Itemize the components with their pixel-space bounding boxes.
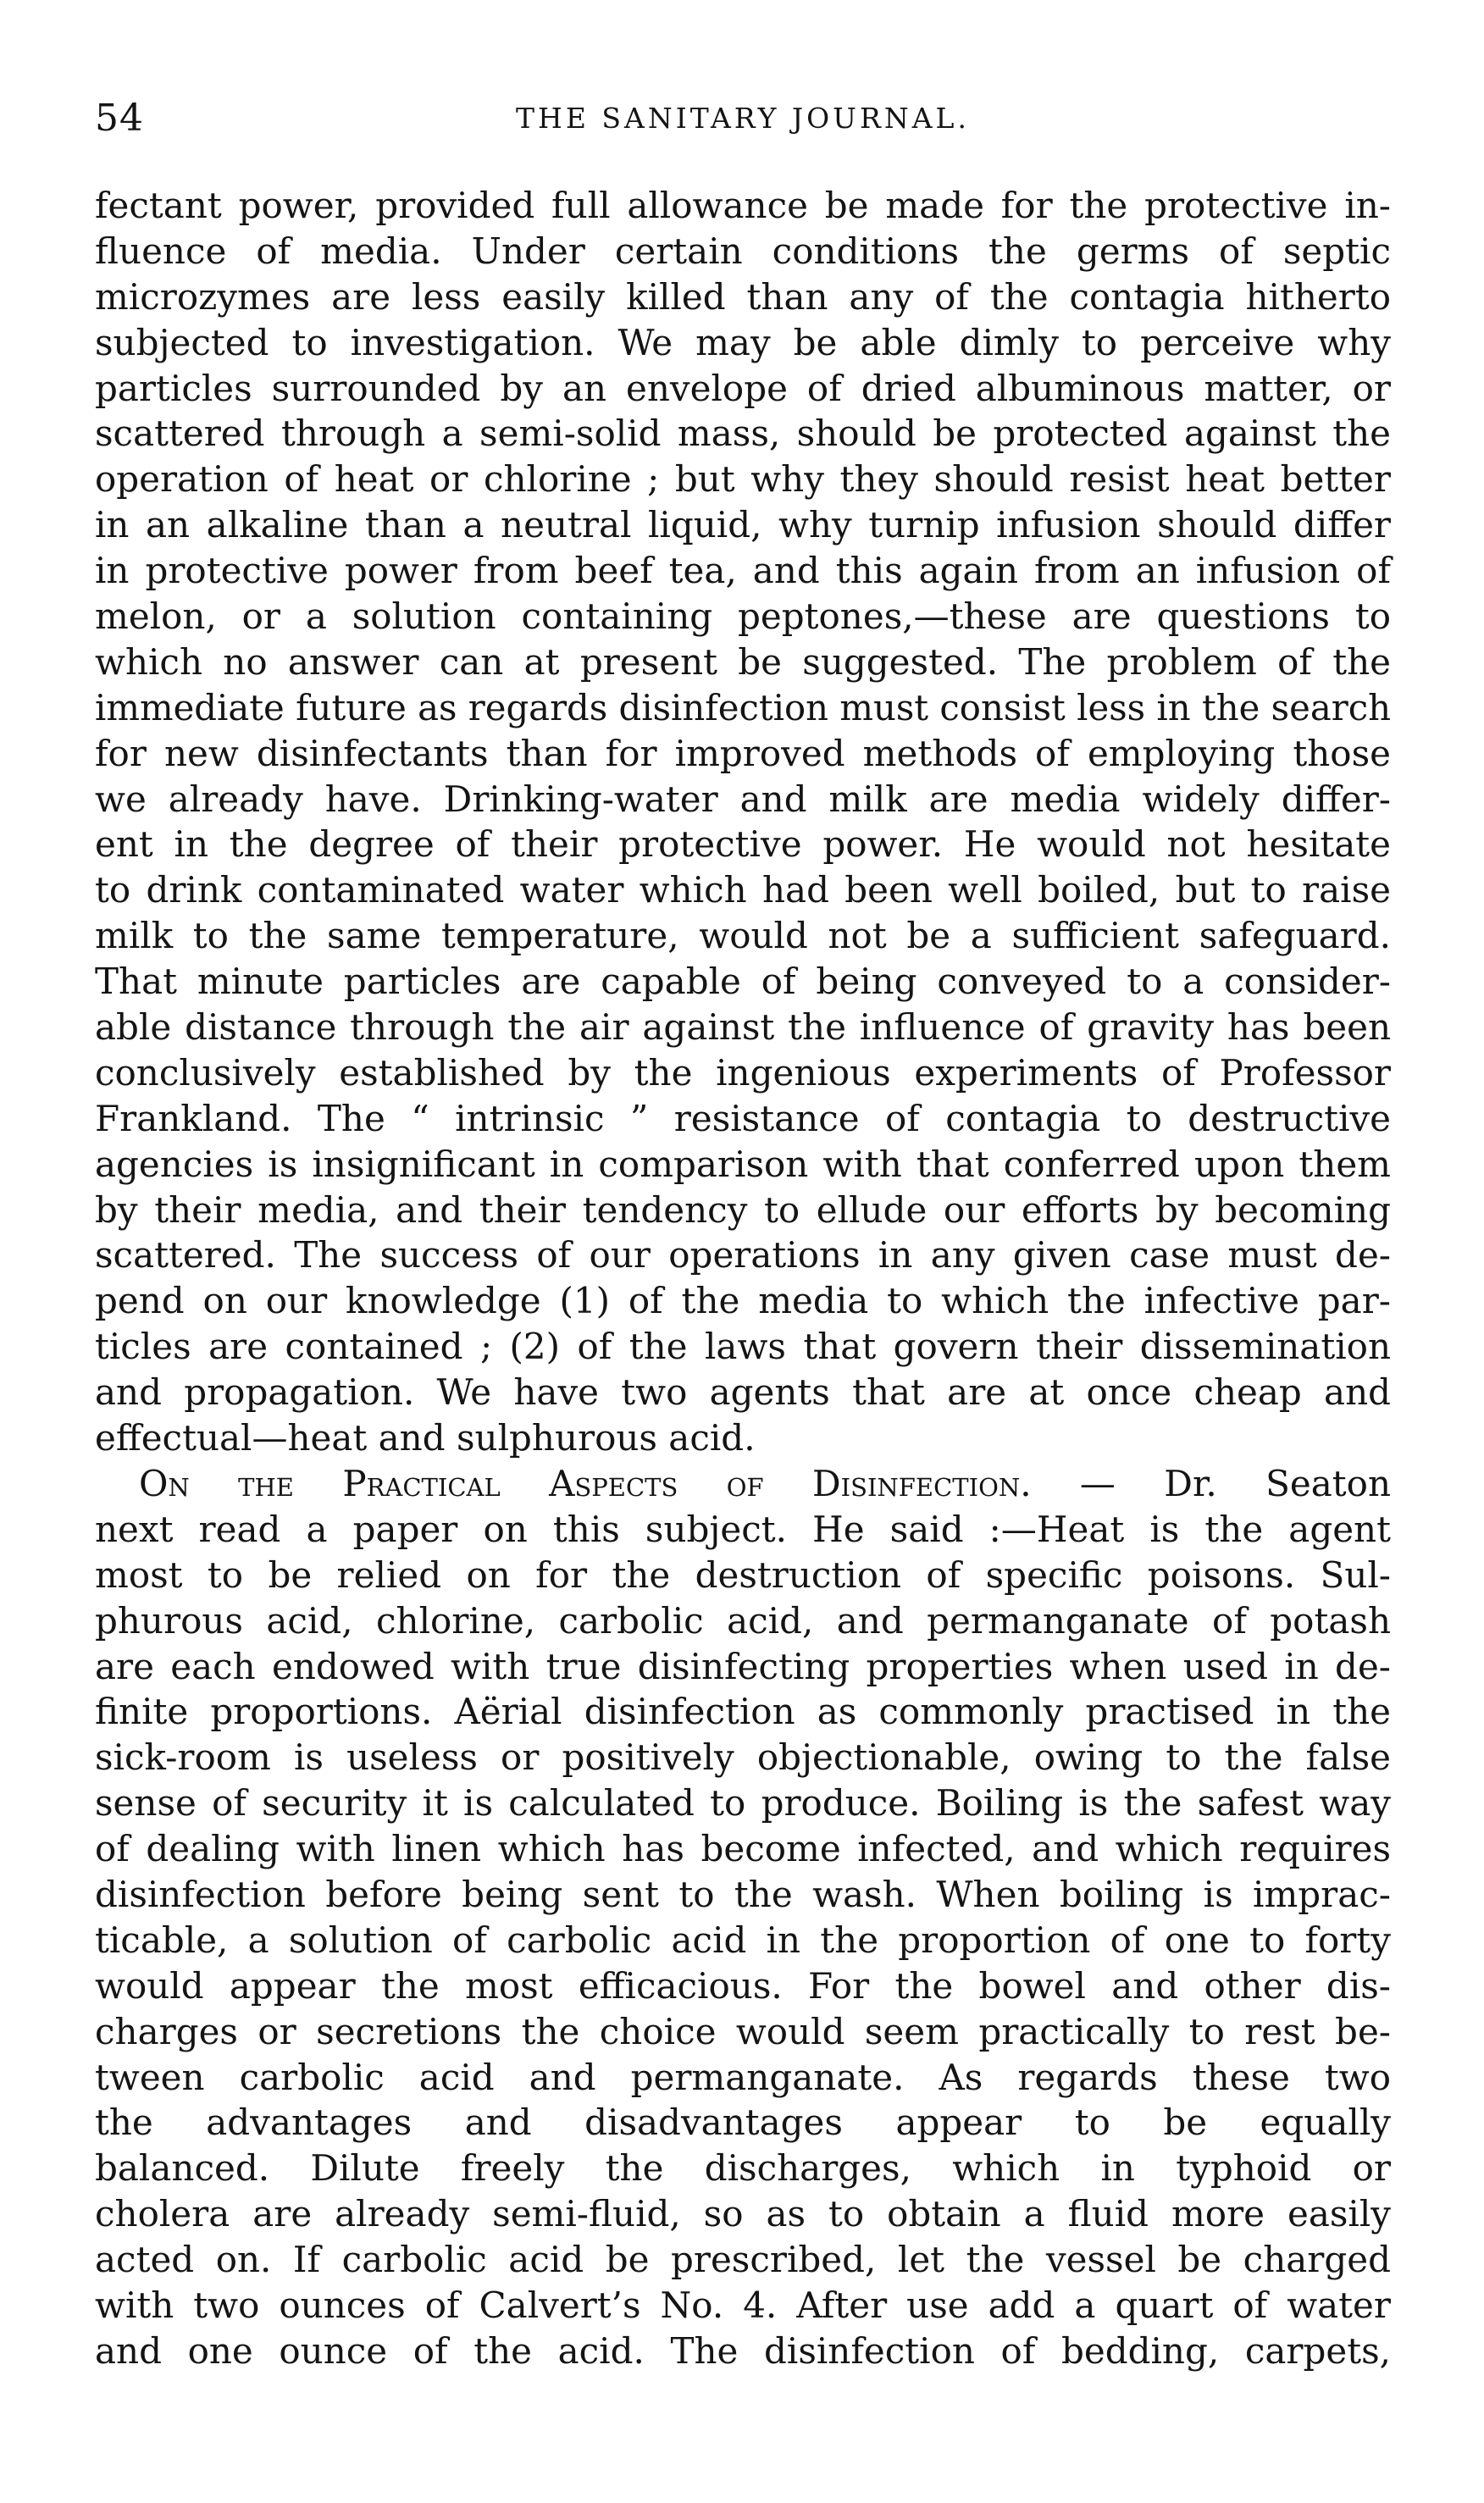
text-line: scattered. The success of our operations in any given case must de- [95,1234,1391,1276]
text-line: ticles are contained ; (2) of the laws that govern their dissemination [95,1326,1391,1368]
text-line: That minute particles are capable of being conveyed to a consider- [95,961,1391,1003]
text-line: in protective power from beef tea, and this again from an infusion of [95,550,1391,592]
running-head [95,95,1391,142]
text-line: fectant power, provided full allowance be made for the protective in- [95,185,1391,226]
text-line: sick-room is useless or positively objectionable, owing to the false [95,1736,1391,1779]
text-line: next read a paper on this subject. He said :—Heat is the agent [95,1508,1391,1550]
text-line: operation of heat or chlorine ; but why they should resist heat better [95,458,1391,501]
text-line: charges or secretions the choice would seem practically to rest be- [95,2010,1391,2052]
body-text [95,183,1391,2374]
text-line: tween carbolic acid and permanganate. As regards these two [95,2056,1391,2098]
text-line: with two ounces of Calvert’s No. 4. After use add a quart of water [95,2284,1391,2326]
text-line: most to be relied on for the destruction of specific poisons. Sul- [95,1553,1391,1596]
text-line: pend on our knowledge (1) of the media to which the infective par- [95,1280,1391,1322]
text-line: ticable, a solution of carbolic acid in the proportion of one to forty [95,1919,1391,1961]
text-line: microzymes are less easily killed than any of the contagia hitherto [95,275,1391,318]
text-line: able distance through the air against the influence of gravity has been [95,1006,1391,1049]
text-line: sense of security it is calculated to produce. Boiling is the safest way [95,1782,1391,1825]
text-line: agencies is insignificant in comparison with that conferred upon them [95,1143,1391,1185]
paragraph-continuation [95,183,1391,1461]
section-heading: On the Practical Aspects of Disinfection. [139,1462,1032,1504]
page-number: 54 [95,97,144,140]
journal-title: THE SANITARY JOURNAL. [516,102,970,135]
section-paragraph [95,1461,1391,2374]
text-line: and one ounce of the acid. The disinfection of bedding, carpets, [95,2329,1391,2372]
text-line: effectual—heat and sulphurous acid. [95,1417,756,1459]
text-line: by their media, and their tendency to ellude our efforts by becoming [95,1188,1391,1231]
text-line: finite proportions. Aërial disinfection as commonly practised in the [95,1691,1391,1733]
text-line: acted on. If carbolic acid be prescribed, let the vessel be charged [95,2239,1391,2281]
text-line: for new disinfectants than for improved methods of employing those [95,732,1391,774]
text-line: immediate future as regards disinfection must consist less in the search [95,686,1391,728]
text-line: Frankland. The “ intrinsic ” resistance of contagia to destructive [95,1097,1391,1139]
text-line: cholera are already semi-fluid, so as to obtain a fluid more easily [95,2193,1391,2235]
text-line: disinfection before being sent to the wash. When boiling is imprac- [95,1873,1391,1915]
text-line: the advantages and disadvantages appear to be equally [95,2102,1391,2144]
text-line: scattered through a semi-solid mass, should be protected against the [95,413,1391,455]
text-line: of dealing with linen which has become infected, and which requires [95,1828,1391,1870]
text-line: to drink contaminated water which had been well boiled, but to raise [95,869,1391,911]
section-first-line-rest: — Dr. Seaton [1031,1462,1392,1504]
text-line: balanced. Dilute freely the discharges, which in typhoid or [95,2147,1391,2190]
text-line: particles surrounded by an envelope of dried albuminous matter, or [95,367,1391,409]
text-line: would appear the most efficacious. For the bowel and other dis- [95,1964,1391,2007]
text-line: melon, or a solution containing peptones,—these are questions to [95,595,1391,638]
text-line: and propagation. We have two agents that are at once cheap and [95,1371,1391,1414]
text-line: are each endowed with true disinfecting properties when used in de- [95,1645,1391,1687]
text-line: we already have. Drinking-water and milk are media widely differ- [95,778,1391,820]
text-line: fluence of media. Under certain conditions the germs of septic [95,230,1391,272]
section-first-line [95,1461,1391,1507]
text-line: phurous acid, chlorine, carbolic acid, and permanganate of potash [95,1599,1391,1642]
text-line: conclusively established by the ingenious experiments of Professor [95,1051,1391,1094]
text-line: which no answer can at present be suggested. The problem of the [95,640,1391,683]
text-line: in an alkaline than a neutral liquid, why turnip infusion should differ [95,504,1391,546]
text-line: subjected to investigation. We may be able dimly to perceive why [95,321,1391,363]
text-line: milk to the same temperature, would not be a sufficient safeguard. [95,915,1391,957]
text-line: ent in the degree of their protective power. He would not hesitate [95,823,1391,866]
